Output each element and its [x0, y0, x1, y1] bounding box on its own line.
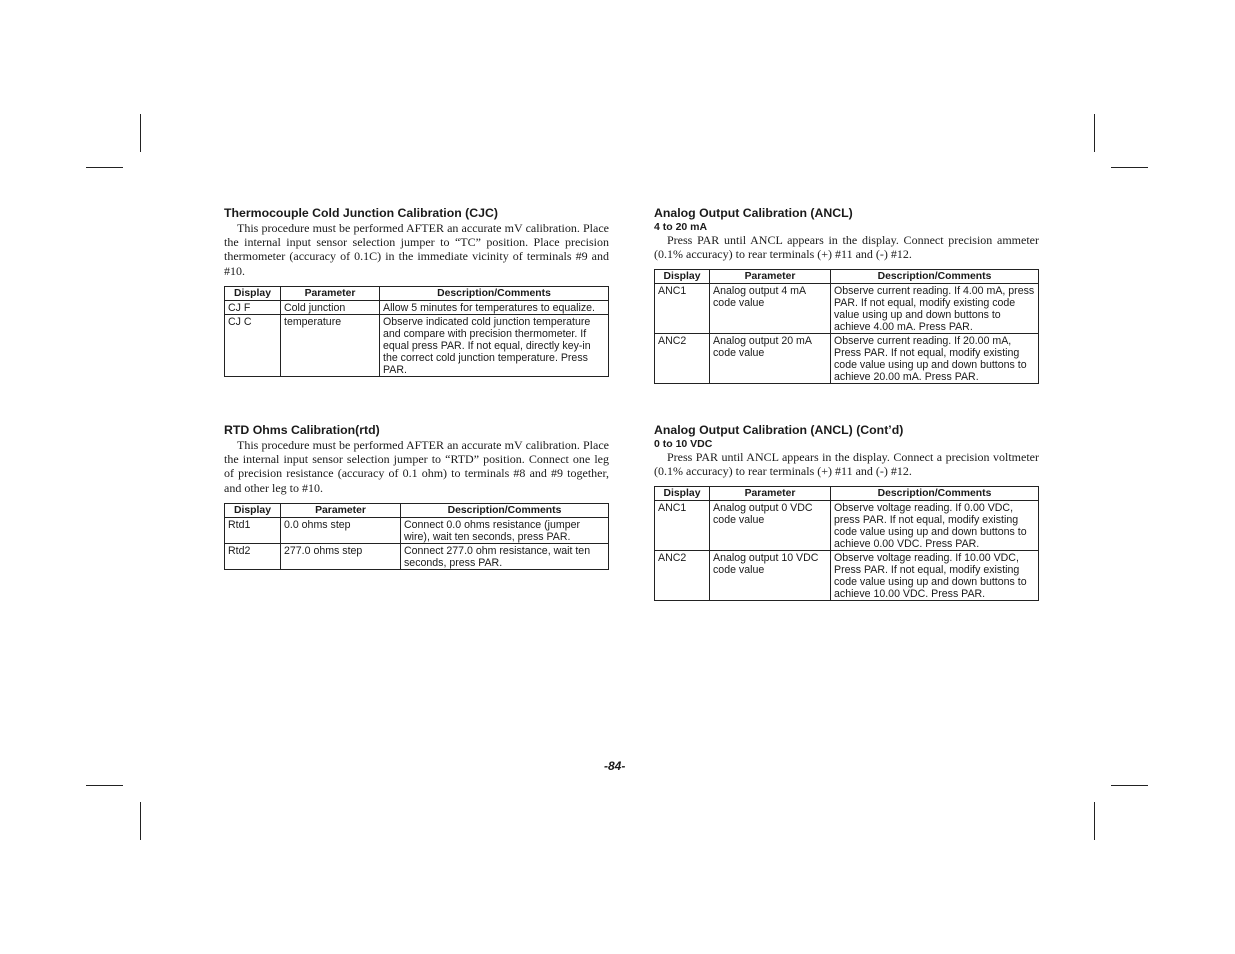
section-paragraph: This procedure must be performed AFTER an accurate mV calibration. Place the internal input sensor selection jumper to “RTD” position. Connect one leg of precision resistance (accuracy of 0.1 ohm) to terminals #8 and #9 together, and other leg to #10.: [224, 438, 609, 495]
cell-parameter: temperature: [281, 314, 380, 376]
cell-display: ANC2: [655, 551, 710, 601]
header-description: Description/Comments: [380, 286, 609, 300]
cell-display: Rtd1: [225, 517, 281, 543]
cjc-table: [224, 286, 609, 377]
header-description: Description/Comments: [401, 503, 609, 517]
header-display: Display: [655, 487, 710, 501]
section-title: Analog Output Calibration (ANCL) (Cont’d): [654, 423, 904, 437]
crop-mark: [1094, 114, 1095, 152]
section-paragraph: Press PAR until ANCL appears in the display. Connect a precision voltmeter (0.1% accuracy) to rear terminals (+) #11 and (-) #12.: [654, 450, 1039, 479]
ancl-vdc-table: [654, 486, 1039, 601]
table-row: [225, 517, 609, 543]
header-parameter: Parameter: [281, 503, 401, 517]
cell-parameter: 277.0 ohms step: [281, 543, 401, 569]
cell-display: ANC2: [655, 334, 710, 384]
cell-description: Connect 0.0 ohms resistance (jumper wire), wait ten seconds, press PAR.: [401, 517, 609, 543]
table-row: [655, 551, 1039, 601]
rtd-table: [224, 503, 609, 570]
cell-display: Rtd2: [225, 543, 281, 569]
ancl-vdc-section: [654, 423, 1039, 601]
section-paragraph: This procedure must be performed AFTER an accurate mV calibration. Place the internal input sensor selection jumper to “TC” position. Place precision thermometer (accuracy of 0.1C) in the immediate vicinity of terminals #9 and #10.: [224, 221, 609, 278]
crop-mark: [1094, 802, 1095, 840]
header-parameter: Parameter: [281, 286, 380, 300]
section-subtitle: 0 to 10 VDC: [654, 438, 713, 450]
cell-parameter: Analog output 0 VDC code value: [710, 501, 831, 551]
page-number: -84-: [604, 759, 626, 773]
table-row: [225, 300, 609, 314]
section-subtitle: 4 to 20 mA: [654, 221, 708, 233]
section-title: Thermocouple Cold Junction Calibration (CJC): [224, 206, 498, 220]
table-row: [225, 543, 609, 569]
crop-mark: [86, 785, 123, 786]
cell-description: Observe current reading. If 20.00 mA, Press PAR. If not equal, modify existing code value using up and down buttons to achieve 20.00 mA. Press PAR.: [831, 334, 1039, 384]
section-title: Analog Output Calibration (ANCL): [654, 206, 853, 220]
crop-mark: [140, 802, 141, 840]
section-paragraph: Press PAR until ANCL appears in the display. Connect precision ammeter (0.1% accuracy) to rear terminals (+) #11 and (-) #12.: [654, 233, 1039, 262]
crop-mark: [1111, 167, 1148, 168]
table-row: [655, 334, 1039, 384]
table-row: [225, 314, 609, 376]
crop-mark: [86, 167, 123, 168]
crop-mark: [1111, 785, 1148, 786]
table-row: [655, 501, 1039, 551]
header-display: Display: [225, 286, 281, 300]
header-description: Description/Comments: [831, 270, 1039, 284]
cell-description: Allow 5 minutes for temperatures to equalize.: [380, 300, 609, 314]
rtd-section: [224, 423, 609, 570]
cell-display: ANC1: [655, 501, 710, 551]
cell-display: CJ C: [225, 314, 281, 376]
cell-parameter: Analog output 10 VDC code value: [710, 551, 831, 601]
cell-display: CJ F: [225, 300, 281, 314]
ancl-ma-section: [654, 206, 1039, 384]
crop-mark: [140, 114, 141, 152]
cjc-section: [224, 206, 609, 377]
header-parameter: Parameter: [710, 487, 831, 501]
cell-parameter: 0.0 ohms step: [281, 517, 401, 543]
header-description: Description/Comments: [831, 487, 1039, 501]
ancl-ma-table: [654, 269, 1039, 384]
cell-parameter: Analog output 4 mA code value: [710, 284, 831, 334]
cell-parameter: Analog output 20 mA code value: [710, 334, 831, 384]
cell-description: Observe voltage reading. If 10.00 VDC, Press PAR. If not equal, modify existing code value using up and down buttons to achieve 10.00 VDC. Press PAR.: [831, 551, 1039, 601]
header-parameter: Parameter: [710, 270, 831, 284]
header-display: Display: [655, 270, 710, 284]
cell-description: Observe current reading. If 4.00 mA, press PAR. If not equal, modify existing code value using up and down buttons to achieve 4.00 mA. Press PAR.: [831, 284, 1039, 334]
table-row: [655, 284, 1039, 334]
cell-description: Connect 277.0 ohm resistance, wait ten seconds, press PAR.: [401, 543, 609, 569]
header-display: Display: [225, 503, 281, 517]
cell-description: Observe voltage reading. If 0.00 VDC, press PAR. If not equal, modify existing code value using up and down buttons to achieve 0.00 VDC. Press PAR.: [831, 501, 1039, 551]
section-title: RTD Ohms Calibration(rtd): [224, 423, 380, 437]
cell-display: ANC1: [655, 284, 710, 334]
cell-description: Observe indicated cold junction temperature and compare with precision thermometer. If equal press PAR. If not equal, directly key-in the correct cold junction temperature. Press PAR.: [380, 314, 609, 376]
cell-parameter: Cold junction: [281, 300, 380, 314]
